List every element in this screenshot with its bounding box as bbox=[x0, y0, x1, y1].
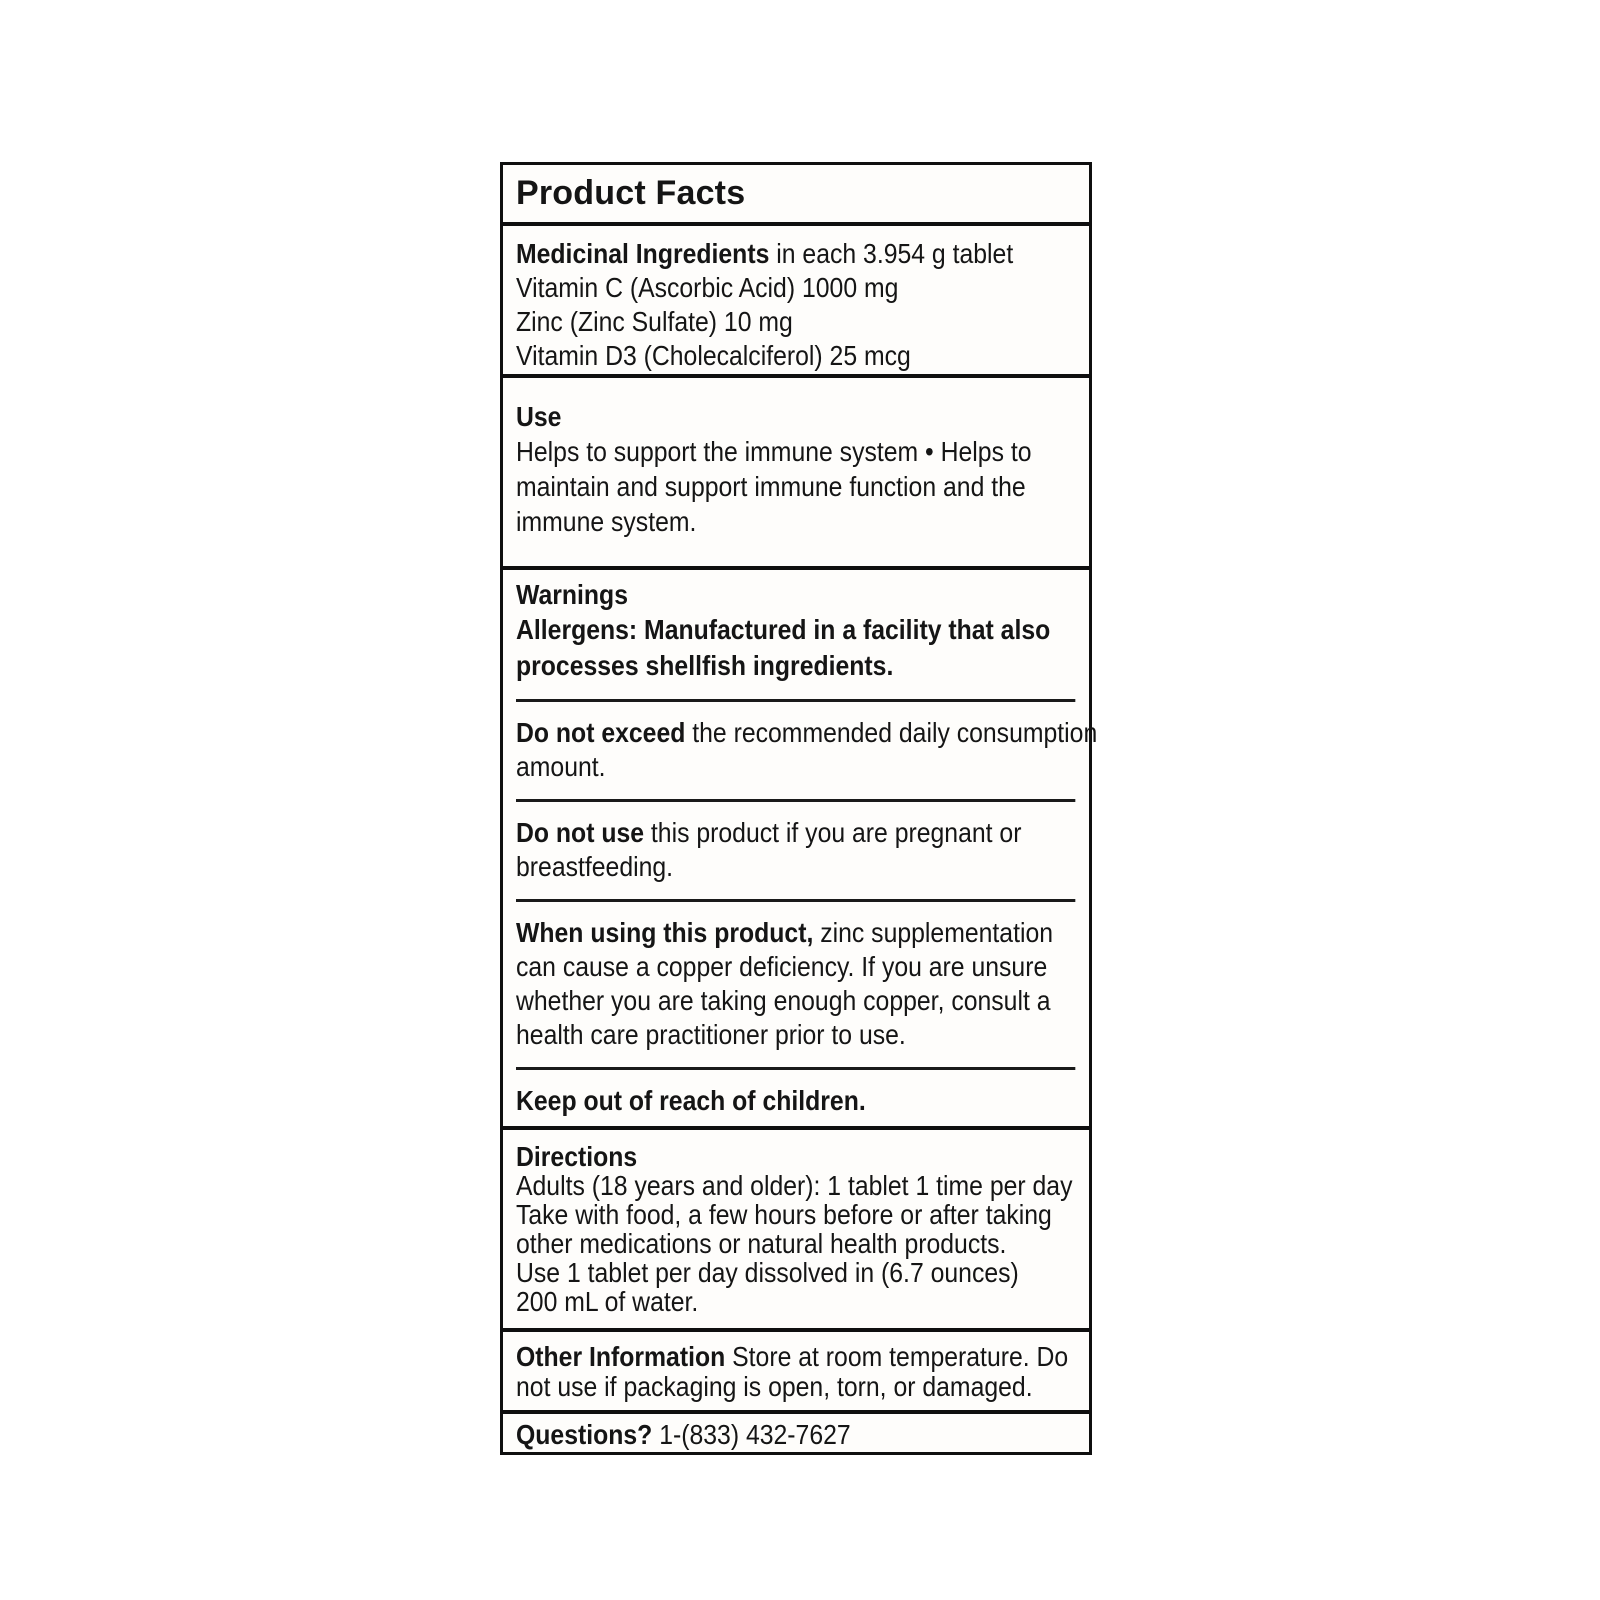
warning-text: zinc supplementation bbox=[813, 917, 1054, 948]
directions-heading: Directions bbox=[516, 1141, 638, 1172]
warning-do-not-exceed bbox=[516, 716, 1098, 784]
warning-text: this product if you are pregnant or bbox=[644, 817, 1022, 848]
warning-text: can cause a copper deficiency. If you are unsure bbox=[516, 951, 1048, 982]
warning-text: health care practitioner prior to use. bbox=[516, 1019, 906, 1050]
section-use bbox=[503, 374, 1089, 566]
warnings-divider bbox=[516, 699, 1075, 702]
medicinal-heading bbox=[516, 237, 1091, 271]
warning-when-using bbox=[516, 916, 1091, 1052]
warning-text: amount. bbox=[516, 751, 606, 782]
use-line: immune system. bbox=[516, 506, 697, 537]
other-information-text: Store at room temperature. Do bbox=[725, 1341, 1069, 1372]
warning-do-not-use bbox=[516, 816, 1091, 884]
product-facts-panel bbox=[500, 162, 1098, 1455]
use-line: maintain and support immune function and the bbox=[516, 471, 1026, 502]
allergens-statement bbox=[516, 612, 1091, 684]
medicinal-item: Vitamin D3 (Cholecalciferol) 25 mcg bbox=[516, 340, 911, 371]
use-line: Helps to support the immune system • Helps to bbox=[516, 436, 1032, 467]
warning-text: breastfeeding. bbox=[516, 851, 674, 882]
warning-lead-bold: Do not use bbox=[516, 817, 645, 848]
warnings-divider bbox=[516, 799, 1075, 802]
medicinal-item: Zinc (Zinc Sulfate) 10 mg bbox=[516, 306, 793, 337]
panel-title-text: Product Facts bbox=[516, 174, 746, 212]
medicinal-item: Vitamin C (Ascorbic Acid) 1000 mg bbox=[516, 272, 899, 303]
use-heading: Use bbox=[516, 401, 562, 432]
allergens-line: processes shellfish ingredients. bbox=[516, 650, 894, 681]
warning-lead-bold: When using this product, bbox=[516, 917, 814, 948]
other-information-text: not use if packaging is open, torn, or damaged. bbox=[516, 1371, 1033, 1402]
section-directions bbox=[503, 1126, 1089, 1328]
medicinal-heading-rest: in each 3.954 g tablet bbox=[769, 238, 1014, 269]
directions-line: Adults (18 years and older): 1 tablet 1 time per day bbox=[516, 1170, 1073, 1201]
keep-out-of-reach-text: Keep out of reach of children. bbox=[516, 1085, 866, 1116]
warnings-heading: Warnings bbox=[516, 579, 628, 610]
warning-lead-bold: Do not exceed bbox=[516, 717, 686, 748]
directions-line: Take with food, a few hours before or after taking bbox=[516, 1199, 1052, 1230]
directions-line: other medications or natural health products. bbox=[516, 1228, 1007, 1259]
section-other-information bbox=[503, 1328, 1089, 1410]
directions-line: 200 mL of water. bbox=[516, 1286, 699, 1317]
questions-heading: Questions? bbox=[516, 1419, 653, 1450]
panel-title bbox=[503, 165, 1089, 222]
questions-phone-number: 1-(833) 432-7627 bbox=[652, 1419, 851, 1450]
section-medicinal-ingredients bbox=[503, 222, 1089, 374]
directions-line: Use 1 tablet per day dissolved in (6.7 ounces) bbox=[516, 1257, 1019, 1288]
warning-text: the recommended daily consumption bbox=[685, 717, 1098, 748]
medicinal-heading-bold: Medicinal Ingredients bbox=[516, 238, 770, 269]
section-warnings bbox=[503, 566, 1098, 1126]
other-information-heading: Other Information bbox=[516, 1341, 726, 1372]
section-questions bbox=[503, 1410, 1089, 1452]
allergens-line: Allergens: Manufactured in a facility that also bbox=[516, 614, 1051, 645]
warning-text: whether you are taking enough copper, consult a bbox=[516, 985, 1051, 1016]
warnings-divider bbox=[516, 899, 1075, 902]
warnings-divider bbox=[516, 1067, 1075, 1070]
